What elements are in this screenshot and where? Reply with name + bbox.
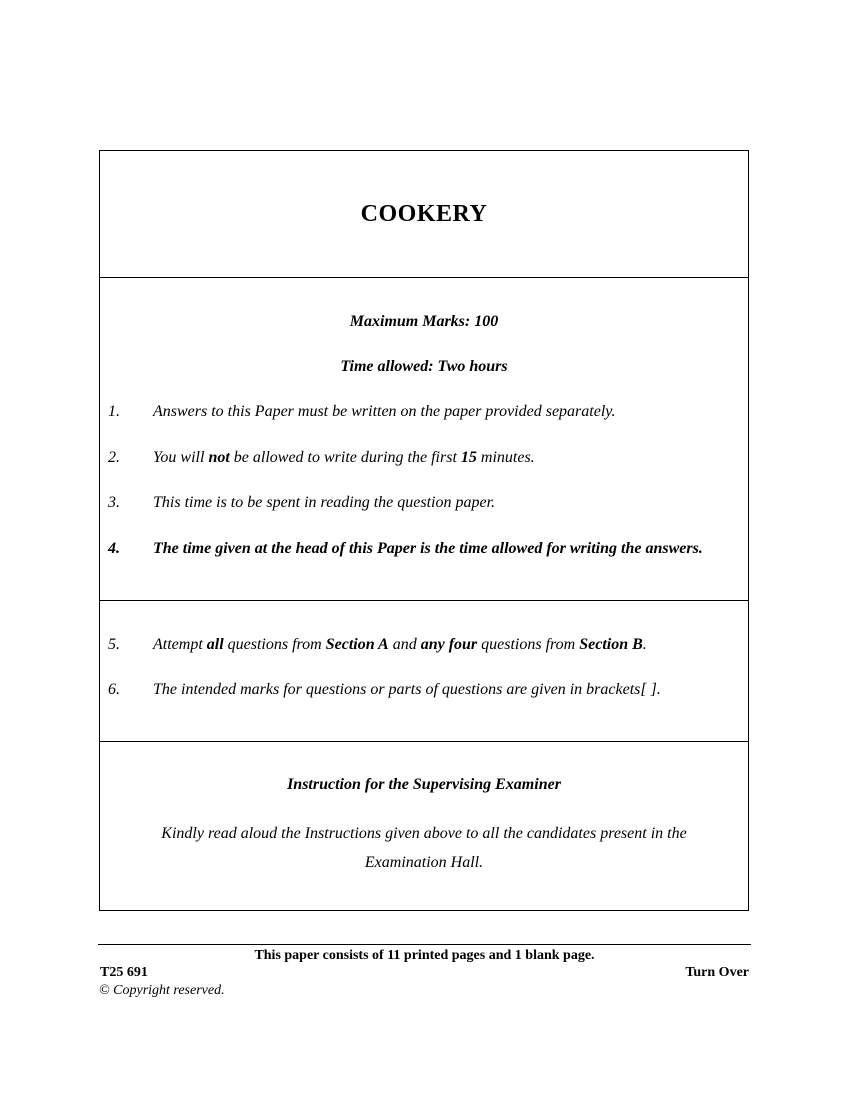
- paper-title: COOKERY: [360, 201, 488, 227]
- time-allowed: Time allowed: Two hours: [340, 358, 508, 375]
- supervisor-section: [100, 742, 748, 910]
- instruction-number: 5.: [108, 636, 120, 653]
- general-instructions-section: [100, 278, 748, 601]
- paper-code: T25 691: [100, 965, 148, 980]
- section-instructions-section: [100, 601, 748, 742]
- title-section: [100, 151, 748, 278]
- instruction-text: Answers to this Paper must be written on the paper provided separately.: [153, 403, 616, 420]
- instruction-number: 6.: [108, 681, 120, 698]
- copyright-note: © Copyright reserved.: [99, 983, 225, 998]
- instruction-text: Attempt all questions from Section A and any four questions from Section B.: [153, 636, 647, 653]
- instruction-number: 3.: [108, 494, 120, 511]
- instruction-text: The time given at the head of this Paper is the time allowed for writing the answers.: [153, 540, 703, 557]
- supervisor-line: Examination Hall.: [364, 854, 484, 871]
- instruction-text: This time is to be spent in reading the question paper.: [153, 494, 496, 511]
- supervisor-instruction: [130, 819, 718, 877]
- maximum-marks: Maximum Marks: 100: [349, 313, 499, 330]
- page-count-note: This paper consists of 11 printed pages and 1 blank page.: [254, 948, 595, 963]
- instruction-text: You will not be allowed to write during the first 15 minutes.: [153, 449, 535, 466]
- turn-over-note: Turn Over: [685, 965, 749, 980]
- supervisor-line: Kindly read aloud the Instructions given above to all the candidates present in the: [161, 825, 687, 842]
- supervisor-heading: Instruction for the Supervising Examiner: [287, 776, 561, 793]
- instruction-number: 4.: [108, 540, 120, 557]
- instruction-text: The intended marks for questions or parts of questions are given in brackets[ ].: [153, 681, 661, 698]
- exam-cover-frame: [99, 150, 749, 911]
- instruction-number: 2.: [108, 449, 120, 466]
- instruction-number: 1.: [108, 403, 120, 420]
- footer-divider: [98, 944, 751, 945]
